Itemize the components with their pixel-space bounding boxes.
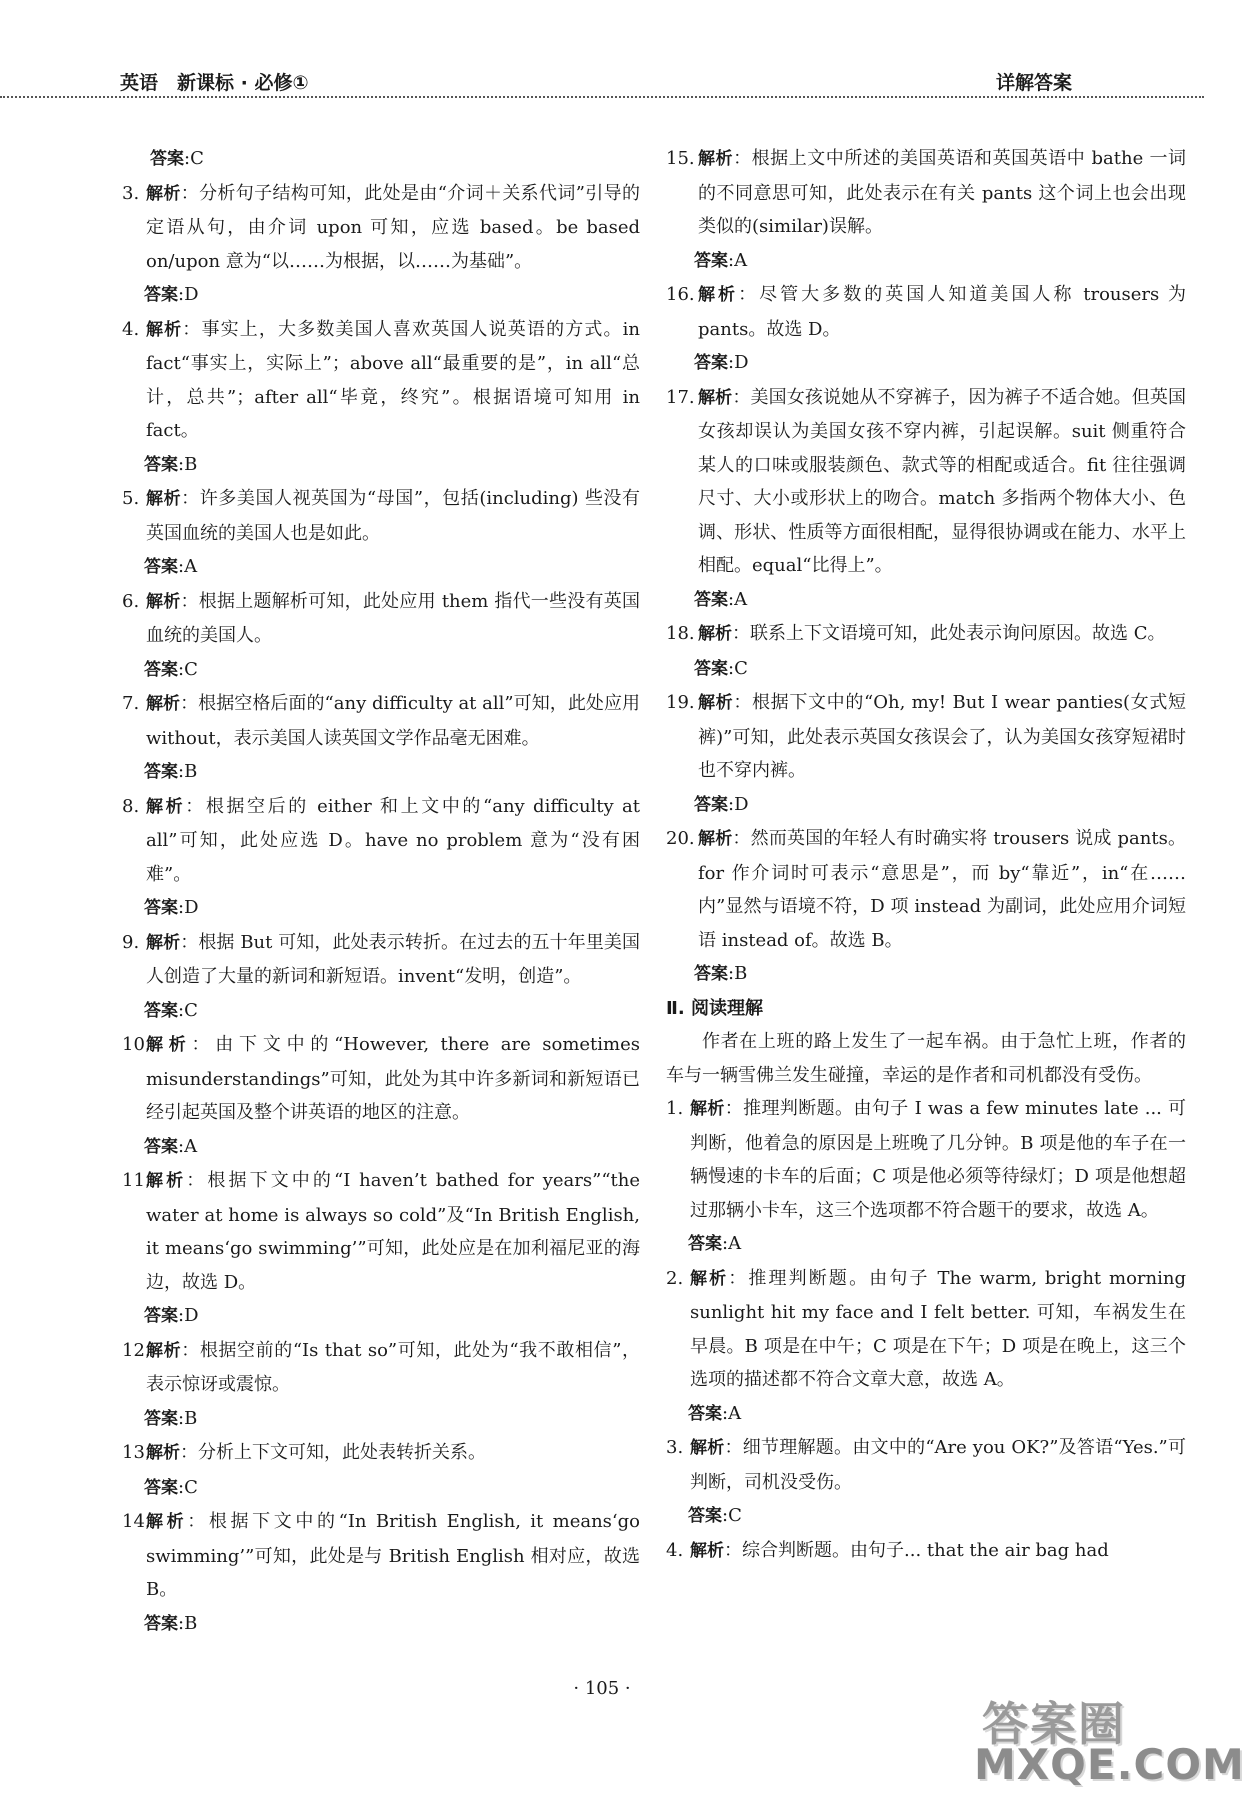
analysis-label: 解析 — [690, 1540, 724, 1561]
answer-item: 10. 解析：由下文中的“However, there are sometimes misunderstandings”可知，此处为其中许多新词和新短语已经引起英国及整个讲英语的地区的注意。 — [122, 1028, 640, 1130]
answer-line: 答案:B — [694, 963, 748, 984]
analysis-text: 联系上下文语境可知，此处表示询问原因。故选 C。 — [750, 623, 1166, 644]
answer-value: D — [734, 352, 749, 373]
analysis-text: 分析上下文可知，此处表转折关系。 — [198, 1442, 486, 1463]
answer-label: 答案 — [688, 1506, 722, 1526]
analysis-label: 解析 — [146, 694, 181, 714]
item-number: 14. — [122, 1511, 151, 1532]
answer-label: 答案 — [144, 898, 178, 918]
item-number: 2. — [666, 1267, 684, 1289]
analysis-label: 解析 — [146, 1512, 188, 1532]
answer-line: 答案:C — [144, 658, 198, 680]
item-number: 17. — [666, 386, 695, 408]
answer-item: 8. 解析：根据空后的 either 和上文中的“any difficulty at all”可知，此处应选 D。have no problem 意为“没有困难”。 — [122, 790, 640, 892]
analysis-text: 根据下文中的“Oh, my! But I wear panties(女式短裤)”可知，此处表示英国女孩误会了，认为美国女孩穿短裙时也不穿内裤。 — [698, 692, 1187, 781]
answer-line: 答案:A — [694, 249, 748, 271]
analysis-text: 根据上题解析可知，此处应用 them 指代一些没有英国血统的美国人。 — [146, 590, 641, 646]
answer-line: 答案:A — [144, 1135, 198, 1157]
answer-value: C — [184, 658, 198, 680]
answer-label: 答案 — [694, 794, 728, 815]
answer-value: B — [184, 1612, 198, 1634]
answer-item: 17. 解析：美国女孩说她从不穿裤子，因为裤子不适合她。但英国女孩却误认为美国女孩不穿内裤，引起误解。suit 侧重符合某人的口味或服装颜色、款式等的相配或适合。fit 往往强调尺寸、大小或形状上的吻合。match 多指两个物体大小、色调、形状、性质等方面很相配，显得很协调或在能力、水平上相配。equal“比得上”。 — [666, 381, 1186, 583]
analysis-text: 根据空格后面的“any difficulty at all”可知，此处应用 without，表示美国人读英国文学作品毫无困难。 — [146, 693, 641, 749]
answer-item: 16. 解析：尽管大多数的英国人知道美国人称 trousers 为 pants。故选 D。 — [666, 278, 1186, 346]
answer-value: B — [184, 453, 198, 475]
item-number: 3. — [122, 182, 140, 204]
analysis-text: 综合判断题。由句子... that the air bag had — [742, 1539, 1109, 1561]
analysis-label: 解析 — [146, 591, 181, 612]
item-number: 9. — [122, 931, 140, 953]
answer-line: 答案:C — [694, 657, 748, 679]
answer-label: 答案 — [144, 454, 178, 475]
analysis-text: 根据下文中的“In British English, it means‘go swimming’”可知，此处是与 British English 相对应，故选 B。 — [146, 1511, 640, 1600]
answer-label: 答案 — [694, 589, 728, 610]
page-number: · 105 · — [573, 1678, 631, 1699]
answer-value: C — [734, 657, 748, 679]
analysis-label: 解析 — [146, 1171, 187, 1191]
answer-line: 答案:A — [688, 1402, 742, 1424]
answer-value: B — [734, 963, 748, 984]
answer-value: D — [184, 897, 199, 918]
analysis-label: 解析 — [146, 1340, 182, 1361]
answer-label: 答案 — [144, 1477, 178, 1498]
answer-line: 答案:C — [688, 1505, 742, 1526]
analysis-label: 解析 — [146, 932, 181, 953]
answer-item: 20. 解析：然而英国的年轻人有时确实将 trousers 说成 pants。for 作介词时可表示“意思是”，而 by“靠近”，in“在……内”显然与语境不符，D 项 instead 为副词，此处应用介词短语 instead of。故选 B。 — [666, 822, 1186, 957]
item-number: 12. — [122, 1339, 151, 1361]
answer-line: 答案:A — [688, 1233, 742, 1254]
answer-label: 答案 — [144, 1136, 178, 1157]
answer-item: 2. 解析：推理判断题。由句子 The warm, bright morning sunlight hit my face and I felt better. 可知，车祸发生在早晨。B 项是在中午；C 项是在下午；D 项是在晚上，这三个选项的描述都不符合文章大意，故选 A。 — [666, 1262, 1186, 1397]
analysis-label: 解析 — [698, 693, 734, 713]
answer-line: 答案:A — [144, 556, 198, 577]
header-section-title: 详解答案 — [995, 72, 1072, 94]
analysis-text: 根据空前的“Is that so”可知，此处为“我不敢相信”，表示惊讶或震惊。 — [146, 1339, 641, 1395]
item-number: 1. — [666, 1098, 684, 1119]
analysis-text: 推理判断题。由句子 The warm, bright morning sunlight hit my face and I felt better. 可知，车祸发生在早晨。B 项是在中午；C 项是在下午；D 项是在晚上，这三个选项的描述都不符合文章大意，故选 A。 — [690, 1267, 1186, 1390]
analysis-label: 解析 — [698, 149, 734, 169]
answer-label: 答案 — [144, 1000, 178, 1021]
analysis-label: 解析 — [146, 1035, 192, 1055]
header-book-title: 英语 新课标 · 必修① — [120, 72, 309, 94]
answer-line: 答案:D — [144, 897, 199, 918]
analysis-text: 尽管大多数的英国人知道美国人称 trousers 为 pants。故选 D。 — [698, 284, 1186, 340]
answer-label: 答案 — [688, 1403, 722, 1424]
answer-item: 4. 解析：综合判断题。由句子... that the air bag had — [666, 1534, 1186, 1569]
analysis-text: 由下文中的“However, there are sometimes misunderstandings”可知，此处为其中许多新词和新短语已经引起英国及整个讲英语的地区的注意。 — [146, 1034, 640, 1123]
answer-label: 答案 — [144, 557, 178, 577]
answer-item: 14. 解析：根据下文中的“In British English, it means‘go swimming’”可知，此处是与 British English 相对应，故选 B。 — [122, 1505, 640, 1607]
item-number: 11. — [122, 1170, 151, 1191]
answer-line: 答案:C — [144, 1476, 198, 1498]
answer-item: 6. 解析：根据上题解析可知，此处应用 them 指代一些没有英国血统的美国人。 — [122, 585, 640, 653]
analysis-text: 美国女孩说她从不穿裤子，因为裤子不适合她。但英国女孩却误认为美国女孩不穿内裤，引起误解。suit 侧重符合某人的口味或服装颜色、款式等的相配或适合。fit 往往强调尺寸、大小或形状上的吻合。match 多指两个物体大小、色调、形状、性质等方面很相配，显得很协调或在能力、水平上相配。equal“比得上”。 — [698, 386, 1187, 576]
answer-value: A — [734, 588, 748, 610]
answer-value: B — [184, 761, 198, 782]
watermark-text-bottom: MXQE.COM — [974, 1740, 1245, 1789]
analysis-label: 解析 — [690, 1099, 725, 1119]
answer-item: 18. 解析：联系上下文语境可知，此处表示询问原因。故选 C。 — [666, 617, 1186, 652]
answer-item: 3. 解析：分析句子结构可知，此处是由“介词＋关系代词”引导的定语从句，由介词 upon 可知，应选 based。be based on/upon 意为“以……为根据，以……为基础”。 — [122, 177, 640, 279]
item-number: 13. — [122, 1442, 151, 1463]
answer-value: A — [728, 1402, 742, 1424]
item-number: 5. — [122, 488, 140, 509]
right-column — [666, 142, 1186, 1568]
analysis-label: 解析 — [146, 319, 183, 340]
site-watermark-logo — [974, 1688, 1245, 1789]
answer-line: 答案:D — [144, 284, 199, 305]
item-number: 8. — [122, 795, 140, 817]
answer-value: A — [728, 1233, 742, 1254]
item-number: 16. — [666, 284, 695, 305]
answer-item: 12. 解析：根据空前的“Is that so”可知，此处为“我不敢相信”，表示惊讶或震惊。 — [122, 1334, 640, 1402]
left-item-list — [122, 177, 640, 1642]
answer-line: 答案:B — [144, 453, 198, 475]
analysis-label: 解析 — [146, 183, 181, 204]
answer-line: 答案:C — [144, 999, 198, 1021]
analysis-text: 推理判断题。由句子 I was a few minutes late ... 可判断，他着急的原因是上班晚了几分钟。B 项是他的车子在一辆慢速的卡车的后面；C 项是他必须等待绿灯；D 项是他想超过那辆小卡车，这三个选项都不符合题干的要求，故选 A。 — [690, 1098, 1187, 1221]
answer-value: A — [734, 249, 748, 271]
reading-item-list — [666, 1092, 1186, 1568]
answer-value: C — [184, 1476, 198, 1498]
analysis-label: 解析 — [698, 285, 739, 305]
answer-line: 答案:B — [144, 761, 198, 782]
answer-label: 答案 — [694, 964, 728, 984]
answer-item: 9. 解析：根据 But 可知，此处表示转折。在过去的五十年里美国人创造了大量的新词和新短语。invent“发明，创造”。 — [122, 926, 640, 994]
answer-label: 答案 — [694, 658, 728, 679]
answer-item: 4. 解析：事实上，大多数美国人喜欢英国人说英语的方式。in fact“事实上，实际上”；above all“最重要的是”，in all“总计，总共”；after all“毕竟，终究”。根据语境可知用 in fact。 — [122, 313, 640, 448]
analysis-text: 分析句子结构可知，此处是由“介词＋关系代词”引导的定语从句，由介词 upon 可知，应选 based。be based on/upon 意为“以……为根据，以……为基础”。 — [146, 182, 641, 272]
analysis-text: 然而英国的年轻人有时确实将 trousers 说成 pants。for 作介词时可表示“意思是”，而 by“靠近”，in“在……内”显然与语境不符，D 项 instead 为副词，此处应用介词短语 instead of。故选 B。 — [698, 828, 1187, 951]
item-number: 20. — [666, 828, 695, 849]
answer-value: C — [184, 999, 198, 1021]
answer-label: 答案 — [694, 250, 728, 271]
answer-value: A — [184, 556, 198, 577]
answer-item: 13. 解析：分析上下文可知，此处表转折关系。 — [122, 1436, 640, 1471]
left-column — [122, 142, 640, 1641]
answer-label: 答案 — [688, 1234, 722, 1254]
right-item-list — [666, 142, 1186, 992]
analysis-text: 根据上文中所述的美国英语和英国英语中 bathe 一词的不同意思可知，此处表示在有关 pants 这个词上也会出现类似的(similar)误解。 — [698, 148, 1187, 237]
answer-value: D — [184, 284, 199, 305]
analysis-text: 事实上，大多数美国人喜欢英国人说英语的方式。in fact“事实上，实际上”；above all“最重要的是”，in all“总计，总共”；after all“毕竟，终究”。根据语境可知用 in fact。 — [146, 318, 641, 441]
answer-item: 7. 解析：根据空格后面的“any difficulty at all”可知，此处应用 without，表示美国人读英国文学作品毫无困难。 — [122, 687, 640, 755]
answer-value: B — [184, 1407, 198, 1429]
item-number: 3. — [666, 1437, 684, 1458]
item-number: 4. — [122, 318, 140, 340]
answer-label: 答案 — [144, 659, 178, 680]
item-number: 10. — [122, 1034, 151, 1055]
answer-line: 答案:D — [694, 793, 749, 815]
answer-item: 15. 解析：根据上文中所述的美国英语和英国英语中 bathe 一词的不同意思可知，此处表示在有关 pants 这个词上也会出现类似的(similar)误解。 — [666, 142, 1186, 244]
answer-label: 答案 — [150, 149, 184, 169]
answer-line: 答案:D — [694, 352, 749, 373]
analysis-label: 解析 — [146, 796, 186, 817]
page-header — [112, 64, 1112, 94]
answer-line: 答案:B — [144, 1612, 198, 1634]
analysis-label: 解析 — [146, 1443, 180, 1463]
analysis-text: 根据空后的 either 和上文中的“any difficulty at all”可知，此处应选 D。have no problem 意为“没有困难”。 — [146, 795, 641, 885]
section-title: Ⅱ. 阅读理解 — [666, 997, 763, 1019]
header-divider — [0, 96, 1204, 98]
answer-line: 答案:A — [694, 588, 748, 610]
item-number: 6. — [122, 590, 140, 612]
analysis-text: 根据 But 可知，此处表示转折。在过去的五十年里美国人创造了大量的新词和新短语。invent“发明，创造”。 — [146, 931, 641, 987]
answer-value: D — [734, 793, 749, 815]
answer-item: 19. 解析：根据下文中的“Oh, my! But I wear panties(女式短裤)”可知，此处表示英国女孩误会了，认为美国女孩穿短裙时也不穿内裤。 — [666, 686, 1186, 788]
passage-summary: 作者在上班的路上发生了一起车祸。由于急忙上班，作者的车与一辆雪佛兰发生碰撞，幸运的是作者和司机都没有受伤。 — [666, 1031, 1186, 1086]
item-number: 18. — [666, 623, 695, 644]
analysis-text: 许多美国人视英国为“母国”，包括(including) 些没有英国血统的美国人也是如此。 — [146, 488, 640, 544]
answer-item: 3. 解析：细节理解题。由文中的“Are you OK?”及答语“Yes.”可判断，司机没受伤。 — [666, 1431, 1186, 1499]
analysis-label: 解析 — [690, 1268, 729, 1289]
answer-label: 答案 — [144, 1306, 178, 1326]
item-number: 19. — [666, 692, 695, 713]
analysis-label: 解析 — [698, 624, 732, 644]
analysis-label: 解析 — [698, 829, 733, 849]
answer-value: D — [184, 1305, 199, 1326]
answer-value: C — [190, 148, 204, 169]
answer-value: A — [184, 1135, 198, 1157]
analysis-text: 细节理解题。由文中的“Are you OK?”及答语“Yes.”可判断，司机没受伤。 — [690, 1437, 1187, 1493]
answer-label: 答案 — [144, 1408, 178, 1429]
answer-label: 答案 — [694, 353, 728, 373]
answer-item: 5. 解析：许多美国人视英国为“母国”，包括(including) 些没有英国血统的美国人也是如此。 — [122, 482, 640, 550]
analysis-label: 解析 — [146, 489, 182, 509]
answer-line: 答案:D — [144, 1305, 199, 1326]
item-number: 4. — [666, 1539, 684, 1561]
item-number: 7. — [122, 693, 140, 714]
answer-label: 答案 — [144, 285, 178, 305]
watermark-text-top: 答案圈 — [982, 1697, 1126, 1751]
analysis-label: 解析 — [690, 1438, 725, 1458]
analysis-text: 根据下文中的“I haven’t bathed for years”“the water at home is always so cold”及“In British English, it means‘go swimming’”可知，此处应是在加利福尼亚的海边，故选 D。 — [146, 1170, 641, 1293]
answer-label: 答案 — [144, 762, 178, 782]
answer-item: 11. 解析：根据下文中的“I haven’t bathed for years”“the water at home is always so cold”及“In British English, it means‘go swimming’”可知，此处应是在加利福尼亚的海边，故选 D。 — [122, 1164, 640, 1299]
answer-line: 答案:C — [150, 148, 204, 169]
item-number: 15. — [666, 148, 695, 169]
answer-item: 1. 解析：推理判断题。由句子 I was a few minutes late ... 可判断，他着急的原因是上班晚了几分钟。B 项是他的车子在一辆慢速的卡车的后面；C 项是他必须等待绿灯；D 项是他想超过那辆小卡车，这三个选项都不符合题干的要求，故选 A。 — [666, 1092, 1186, 1227]
answer-line: 答案:B — [144, 1407, 198, 1429]
analysis-label: 解析 — [698, 387, 733, 408]
answer-label: 答案 — [144, 1613, 178, 1634]
answer-value: C — [728, 1505, 742, 1526]
